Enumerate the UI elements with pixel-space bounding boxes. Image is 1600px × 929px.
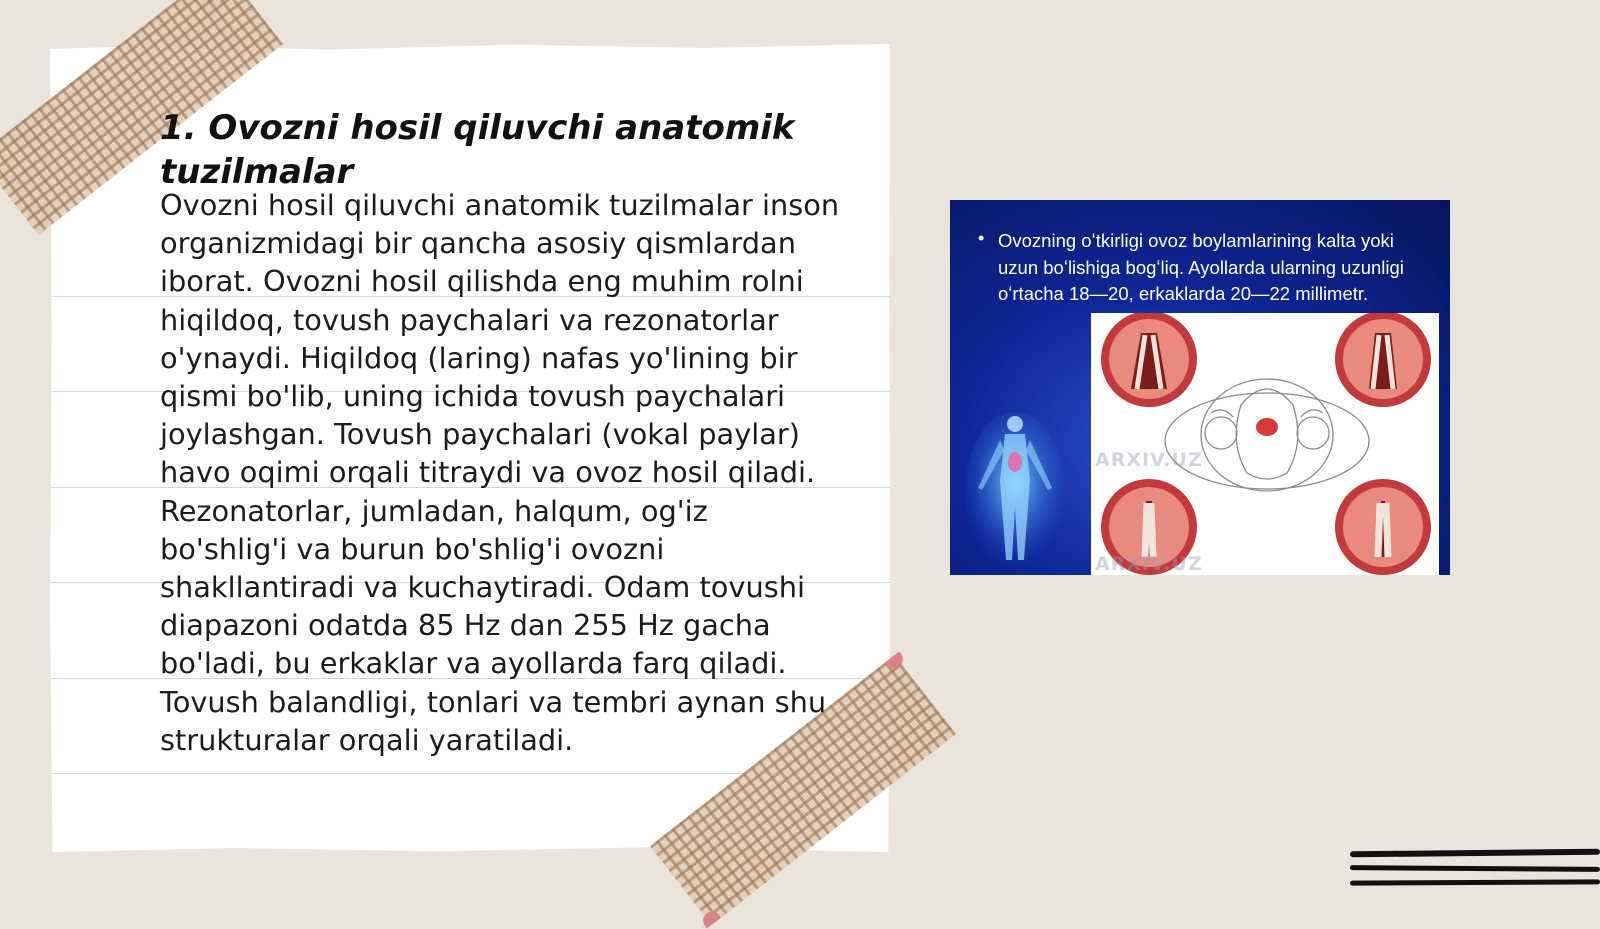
vocal-folds-figure <box>1091 313 1439 575</box>
decorative-brush-stroke <box>1350 879 1600 885</box>
watermark-text: ARXIV.UZ <box>1095 449 1203 471</box>
bullet-icon: • <box>978 228 985 248</box>
slide-body-text: Ovozni hosil qiluvchi anatomik tuzilmalar inson organizmidagi bir qancha asosiy qismlardan iborat. Ovozni hosil qilishda eng muhim rolni hiqildoq, tovush paychalari va rezonatorlar o'ynaydi. Hiqildoq (laring) nafas yo'lining bir qismi bo'lib, uning ichida tovush paychalari joylashgan. Tovush paychalari (vokal paylar) havo oqimi orqali titraydi va ovoz hosil qiladi. Rezonatorlar, jumladan, halqum, og'iz bo'shlig'i va burun bo'shlig'i ovozni shakllantiradi va kuchaytiradi. Odam tovushi diapazoni odatda 85 Hz dan 255 Hz gacha bo'ladi, bu erkaklar va ayollarda farq qiladi. Tovush balandligi, tonlari va tembri aynan shu strukturalar orqali yaratiladi. <box>160 188 840 757</box>
larynx-view-icon <box>1335 313 1431 407</box>
image-caption: Ovozning oʻtkirligi ovoz boylamlarining kalta yoki uzun boʻlishiga bogʻliq. Ayollarda ularning uzunligi oʻrtacha 18—20, erkaklarda 20—22 millimetr. <box>998 230 1404 304</box>
larynx-illustration <box>950 200 1450 575</box>
larynx-view-icon <box>1101 313 1197 407</box>
larynx-view-icon <box>1335 479 1431 575</box>
decorative-brush-stroke <box>1350 865 1600 872</box>
human-silhouette-icon <box>960 410 1070 570</box>
decorative-brush-stroke <box>1350 849 1600 858</box>
tape-pin-icon <box>700 908 722 929</box>
watermark-text: ARXIV.UZ <box>1095 553 1203 575</box>
slide-title: 1. Ovozni hosil qiluvchi anatomik tuzilmalar <box>160 108 795 192</box>
